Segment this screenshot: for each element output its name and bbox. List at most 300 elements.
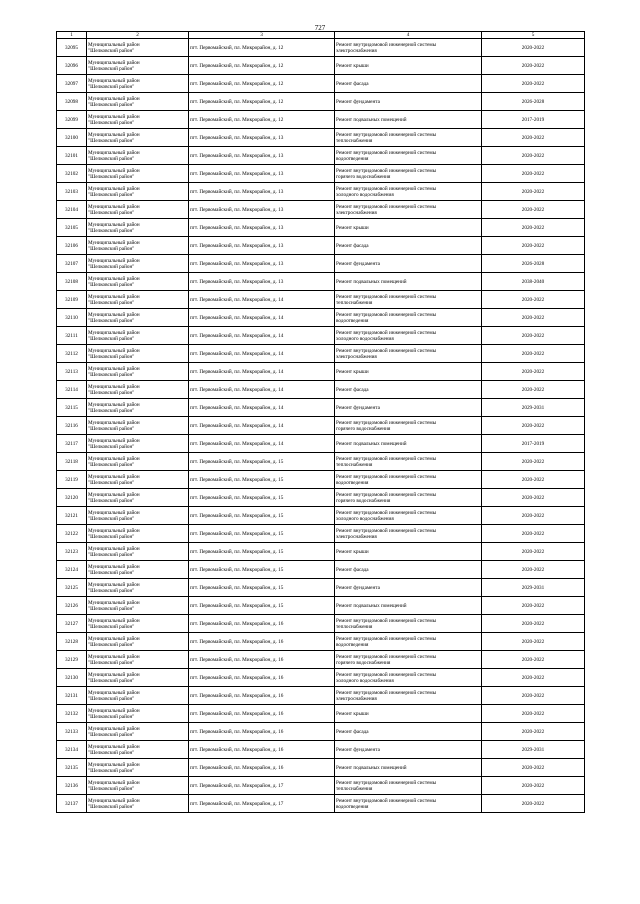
municipality-text: Муниципальный район "Шелковский район": [88, 635, 140, 648]
row-number-text: 32118: [65, 458, 78, 465]
table-row: [57, 345, 585, 363]
municipality-cell: [87, 309, 189, 327]
address-cell: [189, 165, 335, 183]
table-row: [57, 525, 585, 543]
period-cell: [482, 237, 585, 255]
table-row: [57, 165, 585, 183]
row-number-cell: [57, 399, 87, 417]
row-number-cell: [57, 165, 87, 183]
municipality-cell: [87, 651, 189, 669]
work-type-cell: [335, 525, 482, 543]
work-type-text: Ремонт фундамента: [336, 260, 380, 267]
row-number-cell: [57, 597, 87, 615]
row-number-cell: [57, 561, 87, 579]
address-cell: [189, 525, 335, 543]
row-number-text: 32114: [65, 386, 78, 393]
work-type-cell: [335, 147, 482, 165]
municipality-text: Муниципальный район "Шелковский район": [88, 527, 140, 540]
row-number-text: 32100: [65, 134, 78, 141]
row-number-text: 32110: [65, 314, 78, 321]
row-number-text: 32124: [65, 566, 78, 573]
address-text: пгт. Первомайский, пл. Микрорайон, д. 16: [190, 692, 284, 699]
work-type-text: Ремонт внутридомовой инженерной системы горячего водоснабжения: [336, 167, 437, 180]
address-text: пгт. Первомайский, пл. Микрорайон, д. 13: [190, 170, 284, 177]
period-text: 2029-2031: [521, 584, 545, 591]
address-text: пгт. Первомайский, пл. Микрорайон, д. 15: [190, 602, 284, 609]
table-row: [57, 237, 585, 255]
period-text: 2020-2022: [521, 710, 545, 717]
work-type-text: Ремонт внутридомовой инженерной системы водоотведения: [336, 149, 437, 162]
row-number-text: 32137: [65, 800, 78, 807]
municipality-text: Муниципальный район "Шелковский район": [88, 653, 140, 666]
table-body: [57, 39, 585, 813]
header-cell-3: 3: [189, 32, 335, 39]
row-number-cell: [57, 201, 87, 219]
row-number-cell: [57, 651, 87, 669]
table-row: [57, 129, 585, 147]
work-type-cell: [335, 759, 482, 777]
municipality-text: Муниципальный район "Шелковский район": [88, 455, 140, 468]
work-type-text: Ремонт внутридомовой инженерной системы электроснабжения: [336, 203, 437, 216]
period-cell: [482, 687, 585, 705]
period-cell: [482, 39, 585, 57]
table-row: [57, 651, 585, 669]
address-text: пгт. Первомайский, пл. Микрорайон, д. 16: [190, 656, 284, 663]
period-cell: [482, 165, 585, 183]
address-cell: [189, 111, 335, 129]
period-cell: [482, 255, 585, 273]
municipality-cell: [87, 345, 189, 363]
row-number-cell: [57, 345, 87, 363]
row-number-text: 32119: [65, 476, 78, 483]
row-number-text: 32108: [65, 278, 78, 285]
address-cell: [189, 741, 335, 759]
row-number-cell: [57, 453, 87, 471]
address-cell: [189, 327, 335, 345]
address-text: пгт. Первомайский, пл. Микрорайон, д. 13: [190, 206, 284, 213]
header-cell-1: 1: [57, 32, 87, 39]
row-number-text: 32107: [65, 260, 78, 267]
period-cell: [482, 471, 585, 489]
row-number-cell: [57, 57, 87, 75]
table-row: [57, 489, 585, 507]
period-text: 2026-2028: [521, 260, 545, 267]
row-number-cell: [57, 525, 87, 543]
row-number-text: 32129: [65, 656, 78, 663]
municipality-cell: [87, 363, 189, 381]
municipality-cell: [87, 381, 189, 399]
row-number-cell: [57, 219, 87, 237]
work-type-cell: [335, 219, 482, 237]
municipality-cell: [87, 201, 189, 219]
municipality-text: Муниципальный район "Шелковский район": [88, 743, 140, 756]
work-type-cell: [335, 309, 482, 327]
work-type-text: Ремонт фундамента: [336, 98, 380, 105]
period-text: 2020-2022: [521, 602, 545, 609]
period-cell: [482, 705, 585, 723]
work-type-cell: [335, 435, 482, 453]
table-row: [57, 777, 585, 795]
table-row: [57, 417, 585, 435]
table-row: [57, 255, 585, 273]
row-number-text: 32116: [65, 422, 78, 429]
address-cell: [189, 687, 335, 705]
address-cell: [189, 543, 335, 561]
period-cell: [482, 273, 585, 291]
period-cell: [482, 129, 585, 147]
period-cell: [482, 741, 585, 759]
period-cell: [482, 417, 585, 435]
period-cell: [482, 111, 585, 129]
address-text: пгт. Первомайский, пл. Микрорайон, д. 12: [190, 116, 284, 123]
table-row: [57, 399, 585, 417]
work-type-cell: [335, 795, 482, 813]
municipality-text: Муниципальный район "Шелковский район": [88, 77, 140, 90]
address-cell: [189, 93, 335, 111]
work-type-text: Ремонт внутридомовой инженерной системы горячего водоснабжения: [336, 491, 437, 504]
period-text: 2020-2022: [521, 332, 545, 339]
row-number-text: 32125: [65, 584, 78, 591]
municipality-text: Муниципальный район "Шелковский район": [88, 563, 140, 576]
table-row: [57, 327, 585, 345]
row-number-cell: [57, 93, 87, 111]
period-text: 2020-2022: [521, 764, 545, 771]
municipality-cell: [87, 561, 189, 579]
row-number-text: 32131: [65, 692, 78, 699]
table-row: [57, 723, 585, 741]
municipality-text: Муниципальный район "Шелковский район": [88, 617, 140, 630]
work-type-cell: [335, 777, 482, 795]
period-cell: [482, 759, 585, 777]
work-type-cell: [335, 129, 482, 147]
municipality-text: Муниципальный район "Шелковский район": [88, 761, 140, 774]
municipality-cell: [87, 741, 189, 759]
work-type-text: Ремонт внутридомовой инженерной системы холодного водоснабжения: [336, 671, 437, 684]
work-type-text: Ремонт внутридомовой инженерной системы теплоснабжения: [336, 131, 437, 144]
period-text: 2020-2022: [521, 458, 545, 465]
work-type-cell: [335, 291, 482, 309]
period-text: 2020-2022: [521, 476, 545, 483]
work-type-text: Ремонт внутридомовой инженерной системы водоотведения: [336, 473, 437, 486]
municipality-cell: [87, 327, 189, 345]
table-row: [57, 201, 585, 219]
period-cell: [482, 291, 585, 309]
row-number-text: 32112: [65, 350, 78, 357]
municipality-cell: [87, 777, 189, 795]
address-cell: [189, 39, 335, 57]
work-type-cell: [335, 615, 482, 633]
row-number-cell: [57, 435, 87, 453]
period-cell: [482, 507, 585, 525]
work-type-cell: [335, 579, 482, 597]
municipality-text: Муниципальный район "Шелковский район": [88, 779, 140, 792]
period-text: 2020-2022: [521, 800, 545, 807]
municipality-text: Муниципальный район "Шелковский район": [88, 491, 140, 504]
row-number-cell: [57, 237, 87, 255]
row-number-cell: [57, 129, 87, 147]
address-text: пгт. Первомайский, пл. Микрорайон, д. 12: [190, 44, 284, 51]
row-number-text: 32134: [65, 746, 78, 753]
work-type-text: Ремонт крыши: [336, 368, 369, 375]
municipality-cell: [87, 93, 189, 111]
period-text: 2020-2022: [521, 638, 545, 645]
municipality-text: Муниципальный район "Шелковский район": [88, 239, 140, 252]
row-number-cell: [57, 705, 87, 723]
municipality-text: Муниципальный район "Шелковский район": [88, 509, 140, 522]
row-number-cell: [57, 255, 87, 273]
work-type-text: Ремонт подвальных помещений: [336, 602, 407, 609]
municipality-cell: [87, 633, 189, 651]
row-number-text: 32117: [65, 440, 78, 447]
work-type-cell: [335, 327, 482, 345]
period-cell: [482, 363, 585, 381]
row-number-cell: [57, 741, 87, 759]
municipality-text: Муниципальный район "Шелковский район": [88, 545, 140, 558]
municipality-cell: [87, 75, 189, 93]
table-row: [57, 507, 585, 525]
address-cell: [189, 795, 335, 813]
municipality-cell: [87, 129, 189, 147]
municipality-text: Муниципальный район "Шелковский район": [88, 293, 140, 306]
address-cell: [189, 471, 335, 489]
row-number-cell: [57, 381, 87, 399]
row-number-cell: [57, 777, 87, 795]
address-cell: [189, 363, 335, 381]
row-number-text: 32097: [65, 80, 78, 87]
municipality-cell: [87, 759, 189, 777]
address-text: пгт. Первомайский, пл. Микрорайон, д. 15: [190, 548, 284, 555]
period-cell: [482, 615, 585, 633]
work-type-cell: [335, 399, 482, 417]
municipality-cell: [87, 795, 189, 813]
municipality-cell: [87, 417, 189, 435]
table-row: [57, 543, 585, 561]
work-type-cell: [335, 417, 482, 435]
row-number-text: 32095: [65, 44, 78, 51]
row-number-cell: [57, 471, 87, 489]
table-row: [57, 39, 585, 57]
period-text: 2020-2022: [521, 728, 545, 735]
period-text: 2029-2031: [521, 404, 545, 411]
address-text: пгт. Первомайский, пл. Микрорайон, д. 15: [190, 476, 284, 483]
table-row: [57, 435, 585, 453]
row-number-text: 32126: [65, 602, 78, 609]
row-number-text: 32132: [65, 710, 78, 717]
period-text: 2020-2022: [521, 44, 545, 51]
work-type-text: Ремонт подвальных помещений: [336, 278, 407, 285]
address-cell: [189, 399, 335, 417]
row-number-cell: [57, 687, 87, 705]
work-type-text: Ремонт фасада: [336, 386, 369, 393]
row-number-text: 32103: [65, 188, 78, 195]
address-cell: [189, 147, 335, 165]
work-type-text: Ремонт внутридомовой инженерной системы холодного водоснабжения: [336, 185, 437, 198]
address-cell: [189, 129, 335, 147]
municipality-text: Муниципальный район "Шелковский район": [88, 581, 140, 594]
period-cell: [482, 57, 585, 75]
work-type-text: Ремонт внутридомовой инженерной системы электроснабжения: [336, 689, 437, 702]
table-row: [57, 597, 585, 615]
work-type-text: Ремонт крыши: [336, 710, 369, 717]
period-text: 2020-2022: [521, 350, 545, 357]
header-cell-5: 5: [482, 32, 585, 39]
row-number-text: 32106: [65, 242, 78, 249]
municipality-text: Муниципальный район "Шелковский район": [88, 797, 140, 810]
period-cell: [482, 525, 585, 543]
period-text: 2020-2022: [521, 692, 545, 699]
period-cell: [482, 327, 585, 345]
work-type-text: Ремонт внутридомовой инженерной системы электроснабжения: [336, 527, 437, 540]
period-text: 2020-2022: [521, 566, 545, 573]
work-type-text: Ремонт крыши: [336, 62, 369, 69]
period-cell: [482, 543, 585, 561]
period-cell: [482, 579, 585, 597]
period-text: 2020-2022: [521, 296, 545, 303]
work-type-cell: [335, 93, 482, 111]
period-text: 2020-2022: [521, 170, 545, 177]
municipality-cell: [87, 705, 189, 723]
address-text: пгт. Первомайский, пл. Микрорайон, д. 14: [190, 368, 284, 375]
period-cell: [482, 489, 585, 507]
address-text: пгт. Первомайский, пл. Микрорайон, д. 13: [190, 242, 284, 249]
address-cell: [189, 345, 335, 363]
row-number-text: 32128: [65, 638, 78, 645]
row-number-text: 32122: [65, 530, 78, 537]
address-cell: [189, 417, 335, 435]
municipality-cell: [87, 525, 189, 543]
data-table: [56, 31, 585, 813]
municipality-cell: [87, 111, 189, 129]
period-cell: [482, 93, 585, 111]
row-number-cell: [57, 183, 87, 201]
row-number-text: 32120: [65, 494, 78, 501]
row-number-cell: [57, 633, 87, 651]
work-type-cell: [335, 507, 482, 525]
work-type-text: Ремонт подвальных помещений: [336, 440, 407, 447]
table-row: [57, 705, 585, 723]
row-number-cell: [57, 579, 87, 597]
address-cell: [189, 759, 335, 777]
address-text: пгт. Первомайский, пл. Микрорайон, д. 16: [190, 620, 284, 627]
row-number-cell: [57, 291, 87, 309]
header-cell-2: 2: [87, 32, 189, 39]
work-type-text: Ремонт внутридомовой инженерной системы электроснабжения: [336, 41, 437, 54]
period-cell: [482, 183, 585, 201]
period-cell: [482, 435, 585, 453]
address-cell: [189, 615, 335, 633]
work-type-text: Ремонт внутридомовой инженерной системы водоотведения: [336, 635, 437, 648]
municipality-text: Муниципальный район "Шелковский район": [88, 671, 140, 684]
municipality-text: Муниципальный район "Шелковский район": [88, 131, 140, 144]
work-type-cell: [335, 165, 482, 183]
address-text: пгт. Первомайский, пл. Микрорайон, д. 13: [190, 188, 284, 195]
municipality-cell: [87, 687, 189, 705]
row-number-text: 32127: [65, 620, 78, 627]
municipality-cell: [87, 453, 189, 471]
address-cell: [189, 777, 335, 795]
municipality-cell: [87, 615, 189, 633]
table-row: [57, 291, 585, 309]
work-type-cell: [335, 705, 482, 723]
row-number-cell: [57, 795, 87, 813]
address-text: пгт. Первомайский, пл. Микрорайон, д. 17: [190, 782, 284, 789]
table-row: [57, 759, 585, 777]
address-text: пгт. Первомайский, пл. Микрорайон, д. 13: [190, 152, 284, 159]
row-number-cell: [57, 111, 87, 129]
period-cell: [482, 795, 585, 813]
municipality-cell: [87, 147, 189, 165]
address-cell: [189, 237, 335, 255]
address-cell: [189, 255, 335, 273]
address-cell: [189, 489, 335, 507]
address-cell: [189, 381, 335, 399]
period-text: 2038-2040: [521, 278, 545, 285]
address-text: пгт. Первомайский, пл. Микрорайон, д. 16: [190, 674, 284, 681]
work-type-text: Ремонт крыши: [336, 548, 369, 555]
period-text: 2020-2022: [521, 206, 545, 213]
table-row: [57, 219, 585, 237]
period-cell: [482, 597, 585, 615]
municipality-text: Муниципальный район "Шелковский район": [88, 167, 140, 180]
municipality-cell: [87, 507, 189, 525]
municipality-text: Муниципальный район "Шелковский район": [88, 113, 140, 126]
row-number-cell: [57, 327, 87, 345]
row-number-text: 32098: [65, 98, 78, 105]
row-number-text: 32135: [65, 764, 78, 771]
work-type-cell: [335, 543, 482, 561]
address-text: пгт. Первомайский, пл. Микрорайон, д. 16: [190, 710, 284, 717]
row-number-cell: [57, 669, 87, 687]
row-number-cell: [57, 363, 87, 381]
work-type-text: Ремонт внутридомовой инженерной системы теплоснабжения: [336, 779, 437, 792]
address-text: пгт. Первомайский, пл. Микрорайон, д. 12: [190, 98, 284, 105]
address-text: пгт. Первомайский, пл. Микрорайон, д. 12: [190, 80, 284, 87]
table-row: [57, 93, 585, 111]
row-number-cell: [57, 507, 87, 525]
period-cell: [482, 561, 585, 579]
municipality-text: Муниципальный район "Шелковский район": [88, 401, 140, 414]
row-number-cell: [57, 75, 87, 93]
work-type-cell: [335, 381, 482, 399]
address-text: пгт. Первомайский, пл. Микрорайон, д. 15: [190, 530, 284, 537]
address-cell: [189, 669, 335, 687]
address-text: пгт. Первомайский, пл. Микрорайон, д. 15: [190, 458, 284, 465]
address-cell: [189, 633, 335, 651]
period-cell: [482, 147, 585, 165]
work-type-text: Ремонт внутридомовой инженерной системы водоотведения: [336, 797, 437, 810]
table-row: [57, 111, 585, 129]
address-cell: [189, 561, 335, 579]
period-text: 2020-2022: [521, 224, 545, 231]
row-number-cell: [57, 39, 87, 57]
address-text: пгт. Первомайский, пл. Микрорайон, д. 14: [190, 314, 284, 321]
row-number-text: 32111: [65, 332, 78, 339]
period-text: 2020-2022: [521, 494, 545, 501]
period-text: 2020-2022: [521, 620, 545, 627]
work-type-cell: [335, 687, 482, 705]
period-text: 2020-2022: [521, 386, 545, 393]
row-number-text: 32109: [65, 296, 78, 303]
municipality-text: Муниципальный район "Шелковский район": [88, 347, 140, 360]
period-cell: [482, 201, 585, 219]
period-cell: [482, 399, 585, 417]
address-text: пгт. Первомайский, пл. Микрорайон, д. 17: [190, 800, 284, 807]
row-number-text: 32115: [65, 404, 78, 411]
work-type-cell: [335, 597, 482, 615]
period-cell: [482, 633, 585, 651]
municipality-text: Муниципальный район "Шелковский район": [88, 365, 140, 378]
period-text: 2020-2022: [521, 782, 545, 789]
